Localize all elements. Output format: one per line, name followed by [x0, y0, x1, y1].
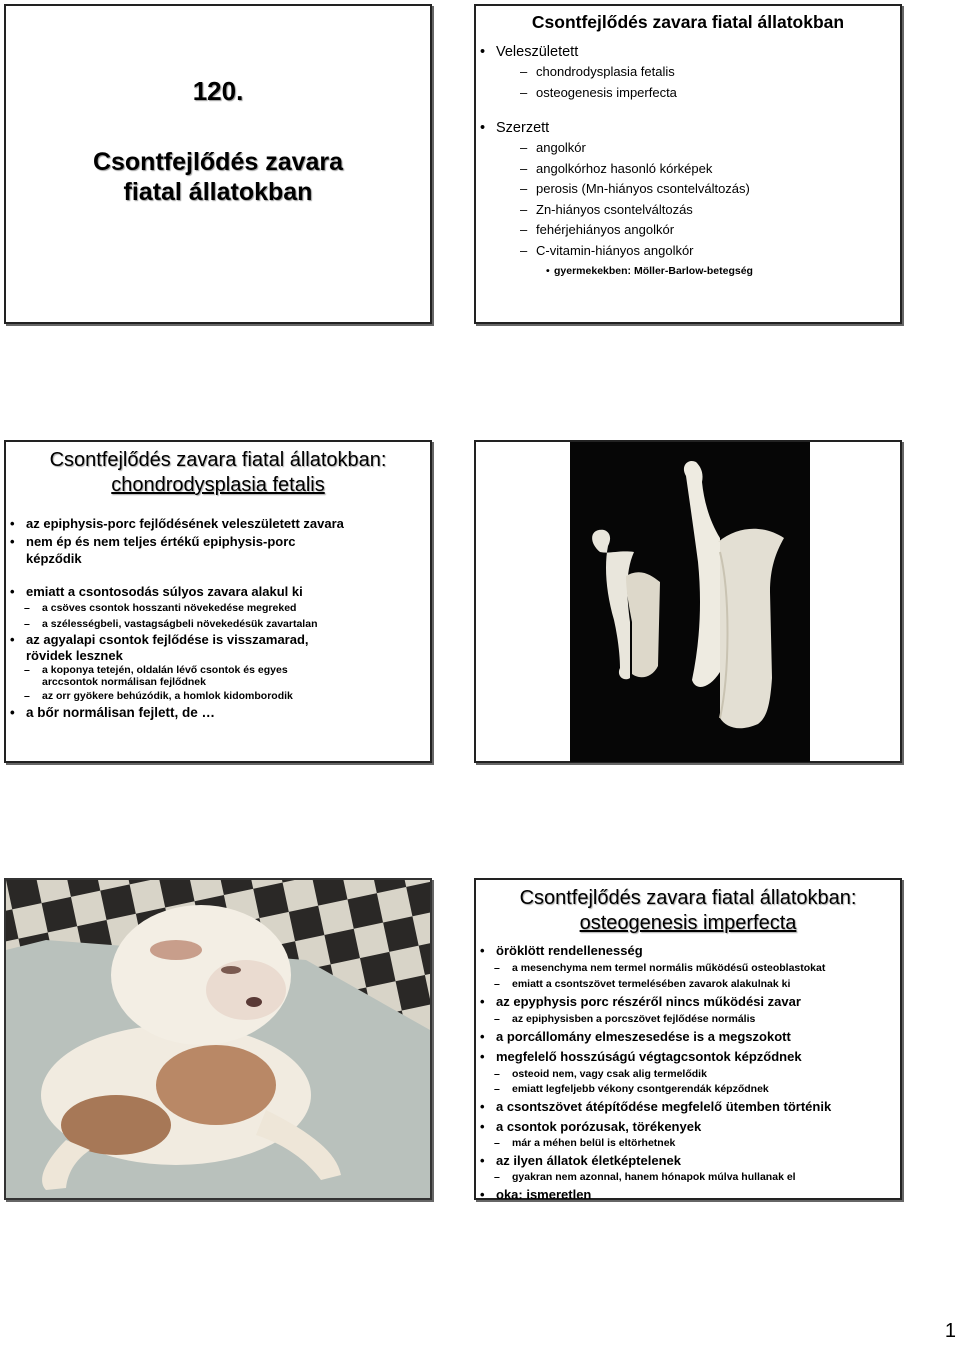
slide-chondrodysplasia	[4, 440, 432, 763]
slide-bones-photo	[474, 440, 902, 763]
list-item: – osteogenesis imperfecta	[476, 83, 900, 104]
list-item: – a mesenchyma nem termel normális működésű osteoblastokat	[476, 960, 900, 976]
page-number: 1	[944, 1320, 956, 1342]
chondro-title-line2: chondrodysplasia fetalis	[111, 474, 325, 496]
list-item: • Veleszületett	[476, 43, 900, 62]
lecture-number: 120.	[192, 75, 244, 106]
list-item: – angolkór	[476, 138, 900, 159]
slide-calf-photo	[4, 878, 432, 1200]
list-item: – az epiphysisben a porcszövet fejlődése normális	[476, 1012, 900, 1027]
list-item: • emiatt a csontosodás súlyos zavara alakul ki	[6, 583, 430, 600]
list-item: – a koponya tetején, oldalán lévő csontok és egyes arccsontok normálisan fejlődnek	[6, 664, 342, 688]
list-item: – a szélességbeli, vastagságbeli növekedésük zavartalan	[6, 616, 430, 632]
slide-osteogenesis	[474, 878, 902, 1200]
list-item: • az ilyen állatok életképtelenek	[476, 1151, 900, 1170]
lecture-title-line2: fiatal állatokban	[123, 177, 313, 206]
list-item: • az epiphysis-porc fejlődésének veleszületett zavara	[6, 514, 430, 533]
list-item: • a csontszövet átépítődése megfelelő ütemben történik	[476, 1097, 900, 1117]
list-item: • a porcállomány elmeszesedése is a megszokott	[476, 1027, 900, 1047]
osteo-list	[476, 942, 900, 1204]
list-item: – osteoid nem, vagy csak alig termelődik	[476, 1067, 900, 1082]
overview-title: Csontfejlődés zavara fiatal állatokban	[531, 12, 845, 32]
chondro-title	[6, 448, 430, 498]
list-item: – emiatt legfeljebb vékony csontgerendák képződnek	[476, 1082, 900, 1097]
lecture-title	[93, 147, 343, 207]
list-item: • Szerzett	[476, 119, 900, 138]
overview-list	[476, 43, 900, 278]
chondro-title-line1: Csontfejlődés zavara fiatal állatokban:	[49, 449, 387, 471]
lecture-title-line1: Csontfejlődés zavara	[92, 147, 344, 176]
list-item: – a csöves csontok hosszanti növekedése megreked	[6, 600, 430, 616]
list-item: • az agyalapi csontok fejlődése is visszamarad, rövidek lesznek	[6, 632, 356, 664]
list-item: – Zn-hiányos csontelváltozás	[476, 200, 900, 221]
list-item: • nem ép és nem teljes értékű epiphysis-porc képződik	[6, 533, 346, 567]
list-item: • a bőr normálisan fejlett, de …	[6, 704, 430, 722]
list-item: – emiatt a csontszövet termelésében zavarok alakulnak ki	[476, 976, 900, 992]
slide-overview	[474, 4, 902, 324]
list-item: • gyermekekben: Möller-Barlow-betegség	[476, 264, 900, 278]
list-item: • a csontok porózusak, törékenyek	[476, 1117, 900, 1136]
list-item: • öröklött rendellenesség	[476, 942, 900, 960]
list-item: – perosis (Mn-hiányos csontelváltozás)	[476, 179, 900, 200]
osteo-title-line1: Csontfejlődés zavara fiatal állatokban:	[519, 887, 857, 909]
list-item: – az orr gyökere behúzódik, a homlok kidomborodik	[6, 688, 430, 704]
slide-title-card	[4, 4, 432, 324]
list-item: – gyakran nem azonnal, hanem hónapok múlva hullanak el	[476, 1170, 900, 1185]
bones-photo	[570, 442, 810, 762]
calf-photo	[6, 880, 430, 1198]
list-item: – fehérjehiányos angolkór	[476, 220, 900, 241]
list-item: – chondrodysplasia fetalis	[476, 62, 900, 83]
osteo-title	[476, 886, 900, 936]
list-item: – angolkórhoz hasonló kórképek	[476, 159, 900, 180]
list-item: • megfelelő hosszúságú végtagcsontok képződnek	[476, 1047, 900, 1067]
list-item: – már a méhen belül is eltörhetnek	[476, 1136, 900, 1151]
list-item: • oka: ismeretlen	[476, 1185, 900, 1204]
list-item: • az epyphysis porc részéről nincs működési zavar	[476, 992, 900, 1012]
bone-illustration	[570, 442, 810, 762]
list-item: – C-vitamin-hiányos angolkór	[476, 241, 900, 262]
chondro-list	[6, 514, 430, 722]
osteo-title-line2: osteogenesis imperfecta	[579, 912, 797, 934]
